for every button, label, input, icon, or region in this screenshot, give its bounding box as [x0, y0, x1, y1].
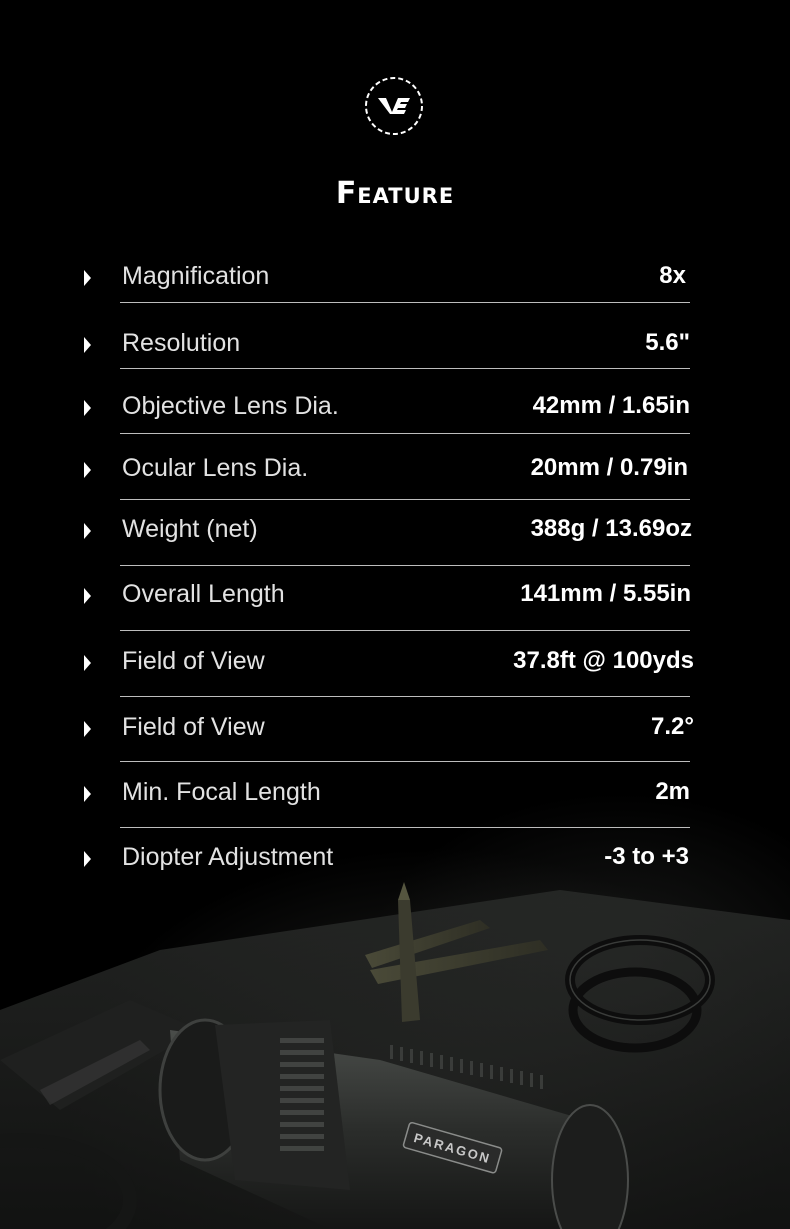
divider [120, 696, 690, 697]
divider [120, 565, 690, 566]
caret-right-icon [84, 588, 91, 604]
spec-value: 2m [655, 778, 690, 805]
product-photo [0, 860, 790, 1229]
spec-row-field-of-view-deg [0, 709, 790, 749]
spec-row-field-of-view-ft [0, 643, 790, 683]
spec-row-resolution [0, 325, 790, 365]
spec-value: -3 to +3 [604, 843, 689, 870]
spec-label: Objective Lens Dia. [122, 392, 339, 420]
spec-label: Ocular Lens Dia. [122, 454, 309, 482]
spec-row-overall-length [0, 576, 790, 616]
spec-value: 42mm / 1.65in [532, 392, 690, 419]
caret-right-icon [84, 523, 91, 539]
spec-value: 7.2° [651, 713, 694, 740]
spec-label: Resolution [122, 329, 241, 357]
spec-row-objective-lens [0, 388, 790, 428]
spec-label: Min. Focal Length [122, 778, 321, 806]
product-engraving: PARAGON [412, 1130, 493, 1167]
caret-right-icon [84, 462, 91, 478]
divider [120, 630, 690, 631]
divider [120, 302, 690, 303]
divider [120, 827, 690, 828]
spec-label: Weight (net) [122, 515, 258, 543]
caret-right-icon [84, 851, 91, 867]
spec-value: 8x [659, 262, 686, 289]
caret-right-icon [84, 270, 91, 286]
spec-label: Overall Length [122, 580, 285, 608]
spec-label: Magnification [122, 262, 270, 290]
divider [120, 433, 690, 434]
spec-row-weight [0, 511, 790, 551]
caret-right-icon [84, 655, 91, 671]
divider [120, 761, 690, 762]
spec-row-ocular-lens [0, 450, 790, 490]
spec-value: 20mm / 0.79in [530, 454, 688, 481]
spec-value: 141mm / 5.55in [520, 580, 691, 607]
spec-row-magnification [0, 258, 790, 298]
divider [120, 368, 690, 369]
divider [120, 499, 690, 500]
page-title: Feature [335, 176, 455, 211]
spec-row-min-focal-length [0, 774, 790, 814]
spec-value: 388g / 13.69oz [530, 515, 692, 542]
brand-logo [364, 76, 424, 136]
caret-right-icon [84, 337, 91, 353]
caret-right-icon [84, 721, 91, 737]
spec-value: 37.8ft @ 100yds [513, 647, 694, 674]
spec-label: Field of View [122, 713, 265, 741]
caret-right-icon [84, 786, 91, 802]
spec-row-diopter [0, 839, 790, 879]
spec-label: Field of View [122, 647, 265, 675]
spec-label: Diopter Adjustment [122, 843, 334, 871]
caret-right-icon [84, 400, 91, 416]
spec-value: 5.6" [645, 329, 690, 356]
